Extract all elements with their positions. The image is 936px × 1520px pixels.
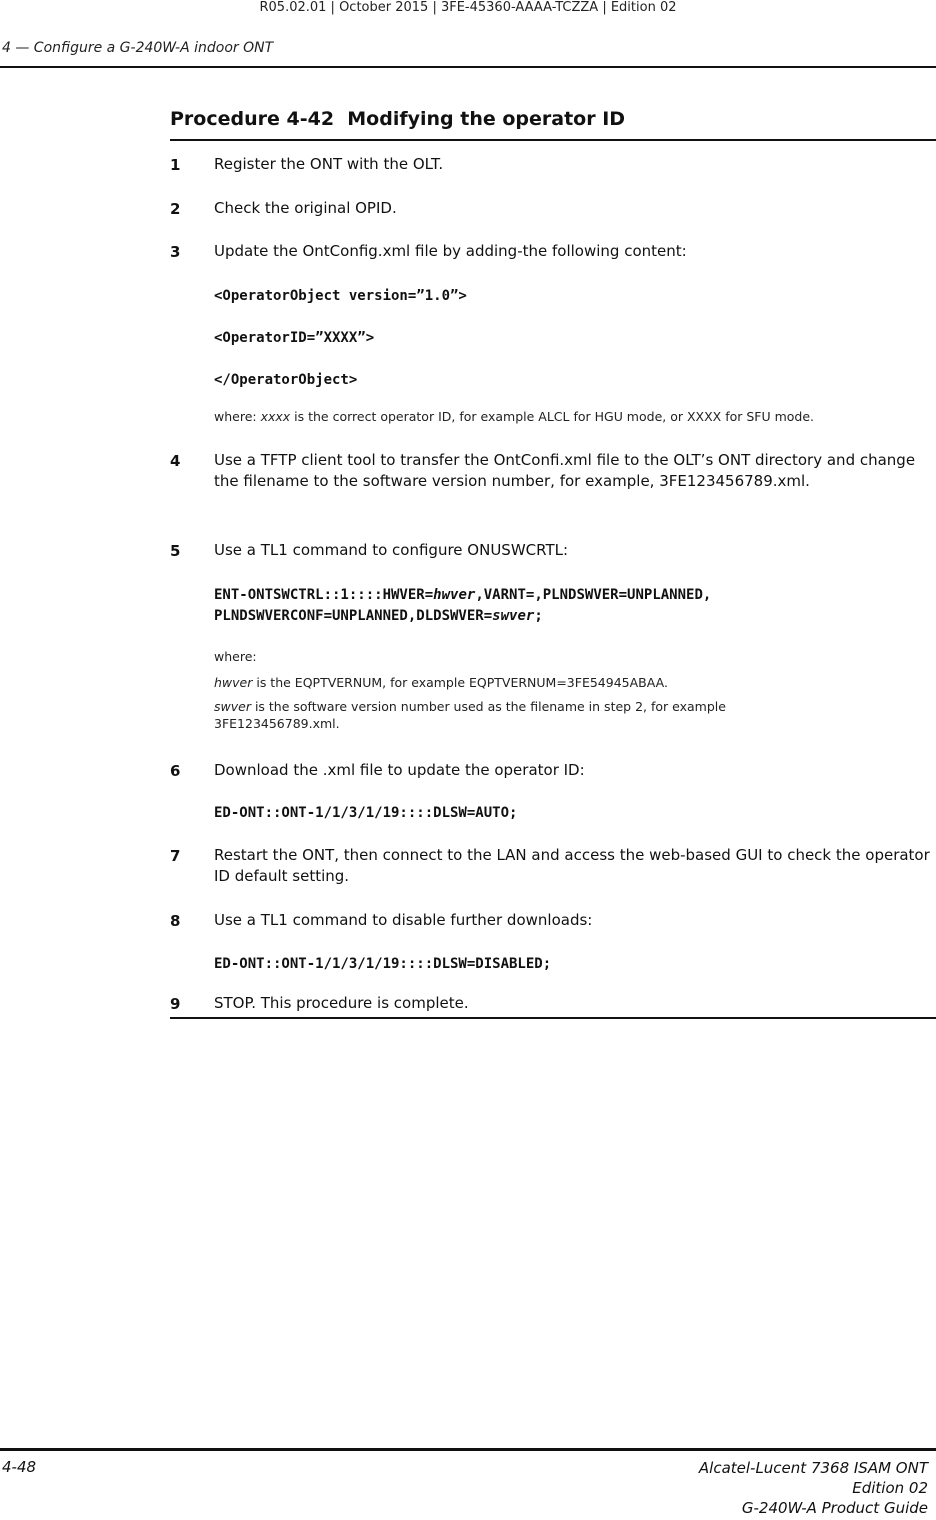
procedure-title-rule xyxy=(170,139,936,141)
code-line xyxy=(214,606,543,627)
note-text: is the correct operator ID, for example ALCL for HGU mode, or XXXX for SFU mode. xyxy=(290,409,815,424)
step-note xyxy=(214,408,934,425)
footer-product xyxy=(699,1458,928,1518)
step-number: 5 xyxy=(170,542,181,560)
code-line: ED-ONT::ONT-1/1/3/1/19::::DLSW=DISABLED; xyxy=(214,956,552,972)
code-line: <OperatorID=”XXXX”> xyxy=(214,330,375,346)
code-line: </OperatorObject> xyxy=(214,372,358,388)
step-number: 9 xyxy=(170,995,181,1013)
footer-line: Edition 02 xyxy=(852,1479,928,1497)
note-text: is the software version number used as the filename in step 2, for example 3FE123456789.xml. xyxy=(214,699,726,731)
code-segment: ENT-ONTSWCTRL::1::::HWVER= xyxy=(214,587,434,603)
step-number: 6 xyxy=(170,762,181,780)
note-variable: xxxx xyxy=(260,409,291,424)
code-line xyxy=(214,585,711,606)
code-line: ED-ONT::ONT-1/1/3/1/19::::DLSW=AUTO; xyxy=(214,805,518,821)
step-note-where: where: xyxy=(214,649,257,664)
code-variable: swver xyxy=(492,608,535,624)
step-text: Use a TL1 command to configure ONUSWCRTL: xyxy=(214,541,569,559)
procedure-title: Procedure 4-42 Modifying the operator ID xyxy=(170,108,626,130)
step-text: Download the .xml file to update the operator ID: xyxy=(214,761,585,779)
footer-line: G-240W-A Product Guide xyxy=(741,1499,928,1517)
step-text: Register the ONT with the OLT. xyxy=(214,155,444,173)
step-number: 3 xyxy=(170,243,181,261)
step-number: 1 xyxy=(170,156,181,174)
note-variable: swver xyxy=(214,699,251,714)
step-text: Use a TFTP client tool to transfer the OntConfi.xml file to the OLT’s ONT directory and change the filename to the software version number, for example, 3FE123456789.xml. xyxy=(214,451,916,490)
step-number: 2 xyxy=(170,200,181,218)
step-text: STOP. This procedure is complete. xyxy=(214,994,469,1012)
step-text: Restart the ONT, then connect to the LAN and access the web-based GUI to check the operator ID default setting. xyxy=(214,846,930,885)
step-text: Check the original OPID. xyxy=(214,199,397,217)
page-number: 4-48 xyxy=(2,1458,37,1476)
step-number: 7 xyxy=(170,847,181,865)
note-prefix: where: xyxy=(214,409,261,424)
code-segment: PLNDSWVERCONF=UNPLANNED,DLDSWVER= xyxy=(214,608,493,624)
chapter-title: 4 — Configure a G-240W-A indoor ONT xyxy=(2,40,274,56)
step-note xyxy=(214,674,934,691)
footer-rule xyxy=(0,1448,936,1451)
code-line: <OperatorObject version=”1.0”> xyxy=(214,288,467,304)
step-number: 8 xyxy=(170,912,181,930)
step-text: Update the OntConfig.xml file by adding-the following content: xyxy=(214,242,687,260)
code-segment: ,VARNT=,PLNDSWVER=UNPLANNED, xyxy=(475,587,712,603)
note-variable: hwver xyxy=(214,675,253,690)
note-text: is the EQPTVERNUM, for example EQPTVERNUM=3FE54945ABAA. xyxy=(252,675,668,690)
document-meta: R05.02.01 | October 2015 | 3FE-45360-AAAA-TCZZA | Edition 02 xyxy=(259,0,677,15)
step-text: Use a TL1 command to disable further downloads: xyxy=(214,911,593,929)
step-note xyxy=(214,698,834,732)
code-variable: hwver xyxy=(433,587,476,603)
footer-line: Alcatel-Lucent 7368 ISAM ONT xyxy=(698,1459,928,1477)
step-number: 4 xyxy=(170,452,181,470)
header-rule xyxy=(0,66,936,68)
code-segment: ; xyxy=(534,608,543,624)
procedure-end-rule xyxy=(170,1017,936,1019)
